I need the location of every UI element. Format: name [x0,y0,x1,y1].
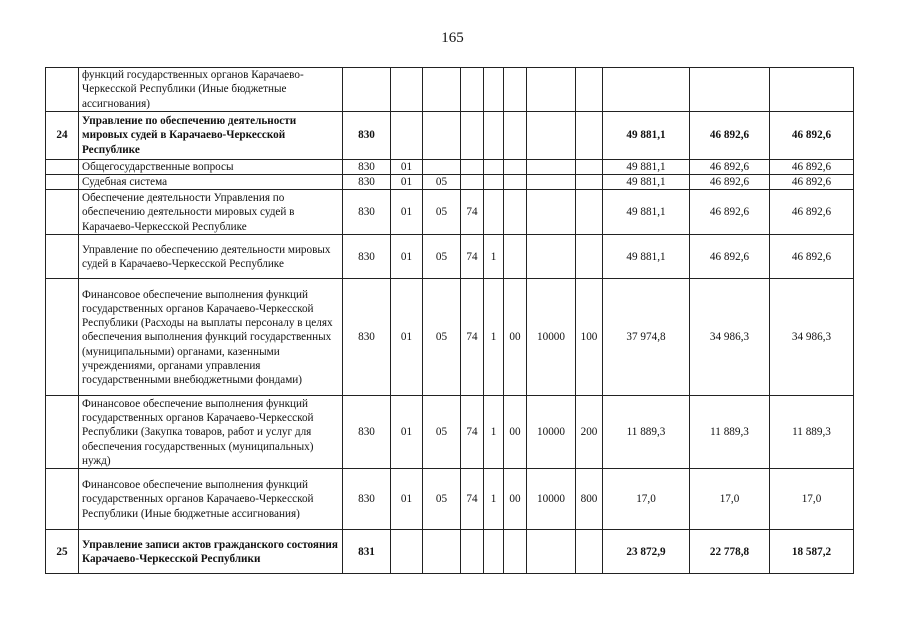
row-name: Финансовое обеспечение выполнения функций государственных органов Карачаево-Черкесской Республики (Иные бюджетные ассигнования) [79,469,343,530]
table-row [46,469,854,530]
section-code: 01 [391,160,423,175]
row-name: функций государственных органов Карачаево-Черкесской Республики (Иные бюджетные ассигнования) [79,68,343,112]
row-number [46,469,79,530]
direction-code [527,190,576,235]
direction-code [527,68,576,112]
table-row [46,279,854,396]
section-code: 01 [391,469,423,530]
ministry-code: 830 [343,235,391,279]
row-number: 25 [46,530,79,574]
program-code: 74 [461,190,484,235]
page-number: 165 [441,30,464,46]
event-code: 00 [504,469,527,530]
event-code [504,175,527,190]
program-code [461,530,484,574]
event-code [504,190,527,235]
row-number [46,175,79,190]
amount-year-2: 46 892,6 [690,112,770,160]
event-code [504,160,527,175]
amount-year-3: 18 587,2 [770,530,854,574]
subsection-code [423,530,461,574]
ministry-code: 830 [343,112,391,160]
row-number [46,235,79,279]
event-code [504,530,527,574]
amount-year-2: 34 986,3 [690,279,770,396]
table-row [46,160,854,175]
subsection-code [423,112,461,160]
expense-type-code [576,68,603,112]
subsection-code: 05 [423,190,461,235]
subsection-code: 05 [423,175,461,190]
section-code: 01 [391,396,423,469]
expense-type-code: 100 [576,279,603,396]
amount-year-3: 46 892,6 [770,175,854,190]
ministry-code [343,68,391,112]
expense-type-code [576,175,603,190]
program-code: 74 [461,469,484,530]
subsection-code: 05 [423,469,461,530]
subsection-code: 05 [423,235,461,279]
section-code: 01 [391,279,423,396]
amount-year-3: 34 986,3 [770,279,854,396]
row-number [46,190,79,235]
table-row [46,235,854,279]
ministry-code: 830 [343,175,391,190]
amount-year-2: 46 892,6 [690,160,770,175]
program-code: 74 [461,235,484,279]
amount-year-3: 11 889,3 [770,396,854,469]
amount-year-1: 11 889,3 [603,396,690,469]
program-code [461,175,484,190]
direction-code: 10000 [527,279,576,396]
subsection-code: 05 [423,279,461,396]
subprogram-code: 1 [484,279,504,396]
event-code [504,235,527,279]
event-code [504,112,527,160]
table-row [46,190,854,235]
subsection-code: 05 [423,396,461,469]
ministry-code: 830 [343,279,391,396]
row-number [46,68,79,112]
program-code: 74 [461,279,484,396]
program-code [461,68,484,112]
row-name: Общегосударственные вопросы [79,160,343,175]
row-name: Управление по обеспечению деятельности мировых судей в Карачаево-Черкесской Республике [79,112,343,160]
amount-year-1: 49 881,1 [603,112,690,160]
section-code: 01 [391,235,423,279]
direction-code [527,175,576,190]
row-number [46,160,79,175]
subprogram-code [484,530,504,574]
amount-year-1: 23 872,9 [603,530,690,574]
section-code: 01 [391,175,423,190]
row-name: Финансовое обеспечение выполнения функций государственных органов Карачаево-Черкесской Республики (Закупка товаров, работ и услуг для обеспечения государственных (муниципальных) нужд) [79,396,343,469]
subprogram-code [484,68,504,112]
amount-year-2: 22 778,8 [690,530,770,574]
subprogram-code [484,175,504,190]
event-code [504,68,527,112]
ministry-code: 830 [343,190,391,235]
amount-year-3 [770,68,854,112]
amount-year-3: 46 892,6 [770,160,854,175]
row-name: Обеспечение деятельности Управления по обеспечению деятельности мировых судей в Карачаево-Черкесской Республике [79,190,343,235]
program-code [461,112,484,160]
direction-code: 10000 [527,469,576,530]
expense-type-code [576,160,603,175]
amount-year-3: 46 892,6 [770,112,854,160]
amount-year-2: 46 892,6 [690,235,770,279]
amount-year-3: 17,0 [770,469,854,530]
amount-year-3: 46 892,6 [770,190,854,235]
subprogram-code: 1 [484,469,504,530]
direction-code [527,160,576,175]
amount-year-1: 49 881,1 [603,160,690,175]
event-code: 00 [504,279,527,396]
amount-year-1: 17,0 [603,469,690,530]
table-row [46,396,854,469]
amount-year-3: 46 892,6 [770,235,854,279]
amount-year-1: 37 974,8 [603,279,690,396]
section-code [391,112,423,160]
section-code: 01 [391,190,423,235]
expense-type-code: 800 [576,469,603,530]
amount-year-2: 46 892,6 [690,175,770,190]
amount-year-2: 46 892,6 [690,190,770,235]
amount-year-2: 17,0 [690,469,770,530]
ministry-code: 830 [343,396,391,469]
table-row [46,175,854,190]
row-number: 24 [46,112,79,160]
subprogram-code [484,190,504,235]
direction-code: 10000 [527,396,576,469]
program-code: 74 [461,396,484,469]
row-name: Судебная система [79,175,343,190]
subprogram-code [484,160,504,175]
expense-type-code [576,112,603,160]
subprogram-code [484,112,504,160]
table-row [46,530,854,574]
expense-type-code: 200 [576,396,603,469]
direction-code [527,235,576,279]
subprogram-code: 1 [484,396,504,469]
row-name: Управление по обеспечению деятельности мировых судей в Карачаево-Черкесской Республике [79,235,343,279]
subprogram-code: 1 [484,235,504,279]
program-code [461,160,484,175]
table-row [46,68,854,112]
row-number [46,279,79,396]
table-row [46,112,854,160]
amount-year-1: 49 881,1 [603,175,690,190]
expense-type-code [576,530,603,574]
ministry-code: 830 [343,469,391,530]
amount-year-2 [690,68,770,112]
amount-year-1: 49 881,1 [603,190,690,235]
row-number [46,396,79,469]
expense-type-code [576,190,603,235]
direction-code [527,530,576,574]
row-name: Управление записи актов гражданского состояния Карачаево-Черкесской Республики [79,530,343,574]
ministry-code: 831 [343,530,391,574]
section-code [391,68,423,112]
event-code: 00 [504,396,527,469]
direction-code [527,112,576,160]
amount-year-1: 49 881,1 [603,235,690,279]
budget-table [45,67,854,574]
subsection-code [423,160,461,175]
section-code [391,530,423,574]
row-name: Финансовое обеспечение выполнения функций государственных органов Карачаево-Черкесской Республики (Расходы на выплаты персоналу в целях обеспечения выполнения функций государственных (муниципальными) органами, казенными учреждениями, органами управления государственными внебюджетными фондами) [79,279,343,396]
amount-year-2: 11 889,3 [690,396,770,469]
expense-type-code [576,235,603,279]
subsection-code [423,68,461,112]
amount-year-1 [603,68,690,112]
ministry-code: 830 [343,160,391,175]
